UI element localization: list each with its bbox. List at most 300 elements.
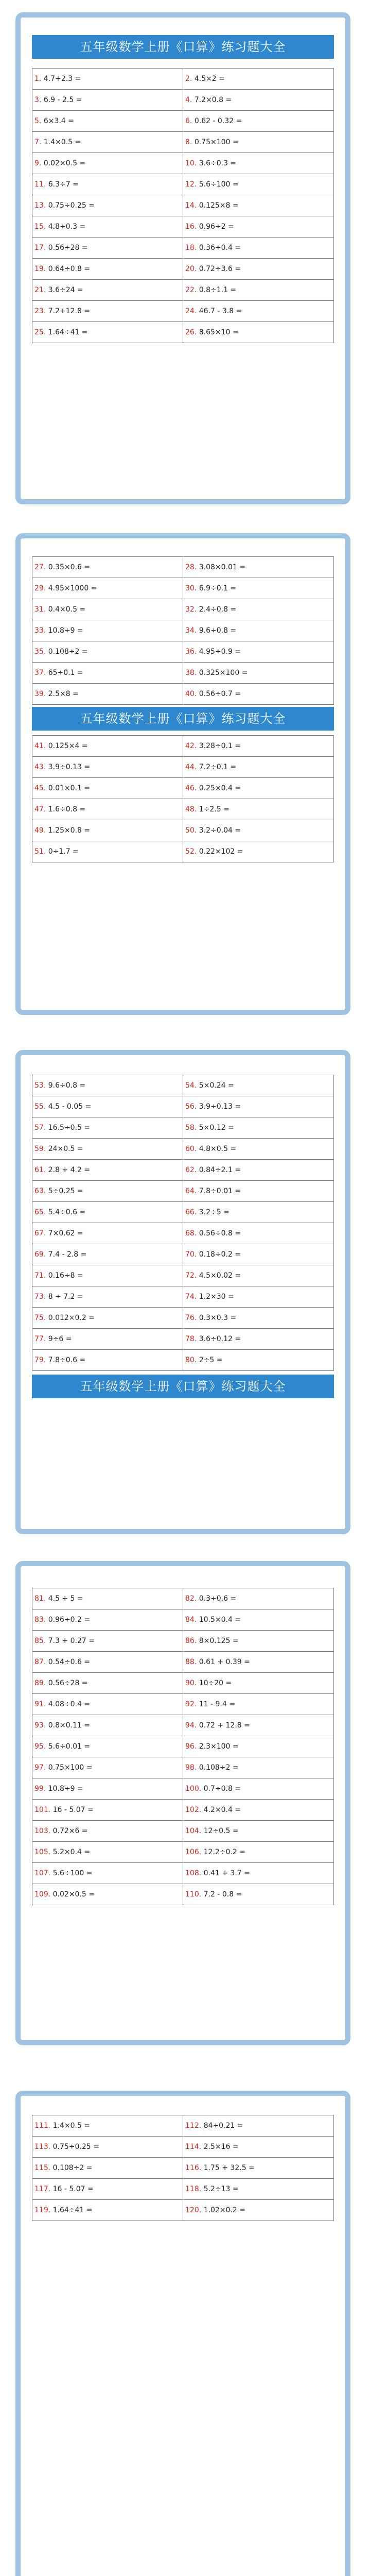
problem-row [32, 216, 334, 238]
problem-cell [32, 841, 183, 862]
problem-expression: 16 - 5.07 = [52, 1806, 94, 1814]
problem-expression: 3.9÷0.13 = [199, 1103, 241, 1111]
problem-number: 84. [185, 1616, 197, 1624]
problem-number: 16. [185, 223, 197, 231]
problem-number: 20. [185, 265, 197, 273]
problem-number: 79. [34, 1356, 46, 1364]
problem-cell [183, 641, 334, 663]
problem-cell [32, 2200, 183, 2221]
problem-number: 59. [34, 1145, 46, 1153]
problem-row [32, 1884, 334, 1905]
problem-number: 76. [185, 1314, 197, 1322]
problem-number: 80. [185, 1356, 197, 1364]
problem-expression: 5.2÷13 = [203, 2185, 239, 2193]
problem-cell [32, 1350, 183, 1371]
problem-cell [183, 1736, 334, 1757]
problem-expression: 2÷5 = [199, 1356, 223, 1364]
problem-number: 100. [185, 1785, 202, 1793]
worksheet-page-4 [15, 1561, 350, 2045]
problem-cell [32, 1673, 183, 1694]
problem-number: 87. [34, 1658, 46, 1666]
problem-number: 60. [185, 1145, 197, 1153]
problem-number: 96. [185, 1742, 197, 1751]
problem-number: 88. [185, 1658, 197, 1666]
problem-row [32, 1588, 334, 1609]
problem-cell [32, 1736, 183, 1757]
problem-row [32, 663, 334, 684]
problem-number: 77. [34, 1335, 46, 1343]
problem-cell [32, 1244, 183, 1265]
problem-number: 49. [34, 826, 46, 835]
problem-cell [32, 1181, 183, 1202]
problem-expression: 1.75 + 32.5 = [203, 2164, 255, 2172]
problem-cell [32, 90, 183, 111]
problem-cell [32, 1265, 183, 1286]
problem-number: 27. [34, 563, 46, 571]
problem-cell [32, 1884, 183, 1905]
problem-cell [183, 1715, 334, 1736]
problem-expression: 0.125×4 = [48, 742, 88, 750]
problem-number: 28. [185, 563, 197, 571]
problem-number: 13. [34, 201, 46, 210]
worksheet-title: 五年级数学上册《口算》练习题大全 [32, 35, 334, 59]
problem-cell [183, 111, 334, 132]
problem-cell [183, 1096, 334, 1117]
problem-cell [183, 1181, 334, 1202]
problem-expression: 3.2÷5 = [199, 1208, 230, 1216]
problem-number: 107. [34, 1869, 51, 1877]
problem-cell [32, 2179, 183, 2200]
problem-number: 41. [34, 742, 46, 750]
problem-number: 68. [185, 1229, 197, 1238]
problem-expression: 0.96÷0.2 = [48, 1616, 91, 1624]
problem-number: 75. [34, 1314, 46, 1322]
problem-row [32, 174, 334, 195]
problem-number: 65. [34, 1208, 46, 1216]
problem-grid [32, 556, 334, 705]
problem-row [32, 153, 334, 174]
problem-expression: 0.72×6 = [52, 1827, 88, 1835]
problem-number: 4. [185, 96, 192, 104]
problem-row [32, 69, 334, 90]
problem-expression: 7×0.62 = [48, 1229, 83, 1238]
problem-expression: 5÷0.25 = [48, 1187, 83, 1195]
problem-cell [183, 1139, 334, 1160]
problem-row [32, 1223, 334, 1244]
problem-row [32, 1139, 334, 1160]
problem-expression: 4.5×0.02 = [199, 1272, 241, 1280]
problem-row [32, 1800, 334, 1821]
problem-cell [32, 641, 183, 663]
problem-cell [183, 578, 334, 599]
problem-cell [183, 1308, 334, 1329]
problem-number: 63. [34, 1187, 46, 1195]
problem-cell [32, 1223, 183, 1244]
problem-cell [32, 301, 183, 322]
problem-number: 26. [185, 328, 197, 336]
problem-expression: 0.75÷0.25 = [52, 2143, 99, 2151]
problem-row [32, 2137, 334, 2158]
problem-row [32, 641, 334, 663]
problem-expression: 0.84÷2.1 = [199, 1166, 241, 1174]
problem-expression: 0.56÷28 = [48, 1679, 88, 1687]
problem-expression: 0.4×0.5 = [48, 605, 86, 614]
problem-expression: 6.9 - 2.5 = [43, 96, 82, 104]
problem-number: 113. [34, 2143, 51, 2151]
problem-cell [183, 132, 334, 153]
problem-number: 34. [185, 626, 197, 635]
problem-expression: 0.72 + 12.8 = [199, 1721, 250, 1730]
problem-cell [183, 2179, 334, 2200]
problem-cell [32, 1139, 183, 1160]
problem-expression: 8×0.125 = [199, 1637, 239, 1645]
problem-expression: 4.8×0.5 = [199, 1145, 237, 1153]
problem-row [32, 280, 334, 301]
problem-cell [32, 1329, 183, 1350]
worksheet-page-3 [15, 1050, 350, 1534]
problem-cell [183, 69, 334, 90]
problem-row [32, 1673, 334, 1694]
problem-row [32, 1265, 334, 1286]
problem-number: 52. [185, 848, 197, 856]
problem-expression: 4.8÷0.3 = [48, 223, 86, 231]
problem-cell [32, 238, 183, 259]
problem-expression: 5×0.24 = [199, 1081, 234, 1090]
problem-cell [183, 174, 334, 195]
problem-cell [32, 322, 183, 343]
problem-number: 115. [34, 2164, 51, 2172]
problem-expression: 1.2×30 = [199, 1293, 234, 1301]
problem-row [32, 1609, 334, 1631]
problem-expression: 0.18÷0.2 = [199, 1250, 241, 1259]
problem-number: 104. [185, 1827, 202, 1835]
problem-cell [183, 1884, 334, 1905]
problem-cell [32, 620, 183, 641]
problem-cell [183, 280, 334, 301]
problem-expression: 2.3×100 = [199, 1742, 239, 1751]
problem-cell [32, 1631, 183, 1652]
problem-number: 72. [185, 1272, 197, 1280]
problem-cell [32, 1715, 183, 1736]
problem-expression: 7.2 - 0.8 = [203, 1890, 242, 1899]
problem-cell [32, 132, 183, 153]
problem-expression: 0.62 - 0.32 = [194, 117, 242, 125]
problem-row [32, 1308, 334, 1329]
problem-expression: 84÷0.21 = [203, 2122, 243, 2130]
problem-cell [32, 69, 183, 90]
problem-cell [183, 736, 334, 757]
problem-row [32, 578, 334, 599]
problem-cell [32, 1588, 183, 1609]
problem-expression: 0.16÷8 = [48, 1272, 83, 1280]
problem-number: 15. [34, 223, 46, 231]
problem-expression: 5.4÷0.6 = [48, 1208, 86, 1216]
problem-expression: 2.8 + 4.2 = [48, 1166, 91, 1174]
problem-cell [32, 736, 183, 757]
problem-grid [32, 735, 334, 862]
problem-cell [32, 778, 183, 799]
problem-expression: 4.95×1000 = [48, 584, 97, 592]
problem-number: 37. [34, 669, 46, 677]
problem-row [32, 799, 334, 820]
problem-expression: 3.9÷0.13 = [48, 763, 91, 771]
problem-number: 98. [185, 1764, 197, 1772]
problem-cell [183, 841, 334, 862]
problem-expression: 5.2×0.4 = [52, 1848, 91, 1856]
problem-cell [183, 322, 334, 343]
problem-expression: 24×0.5 = [48, 1145, 83, 1153]
problem-cell [32, 1821, 183, 1842]
problem-number: 54. [185, 1081, 197, 1090]
problem-cell [32, 599, 183, 620]
problem-number: 33. [34, 626, 46, 635]
worksheet-page-2 [15, 533, 350, 1015]
problem-number: 6. [185, 117, 192, 125]
problem-cell [183, 2137, 334, 2158]
problem-expression: 0.25×0.4 = [199, 784, 241, 792]
problem-expression: 0.56÷0.7 = [199, 690, 241, 698]
problem-number: 30. [185, 584, 197, 592]
problem-row [32, 1181, 334, 1202]
problem-number: 14. [185, 201, 197, 210]
problem-expression: 0.75×100 = [48, 1764, 93, 1772]
problem-cell [32, 799, 183, 820]
problem-cell [32, 1202, 183, 1223]
problem-number: 7. [34, 138, 42, 146]
problem-number: 2. [185, 75, 192, 83]
problem-cell [32, 1075, 183, 1096]
problem-cell [32, 195, 183, 216]
problem-grid [32, 1075, 334, 1371]
problem-expression: 0.72÷3.6 = [199, 265, 241, 273]
problem-expression: 11 - 9.4 = [199, 1700, 235, 1708]
problem-row [32, 1821, 334, 1842]
problem-number: 39. [34, 690, 46, 698]
problem-cell [32, 1694, 183, 1715]
problem-cell [32, 578, 183, 599]
problem-number: 111. [34, 2122, 51, 2130]
problem-expression: 0.8÷1.1 = [199, 286, 237, 294]
problem-grid [32, 1588, 334, 1905]
problem-cell [183, 1778, 334, 1800]
problem-row [32, 1160, 334, 1181]
problem-cell [183, 1842, 334, 1863]
problem-cell [32, 1778, 183, 1800]
problem-expression: 5.6÷100 = [199, 180, 239, 189]
problem-row [32, 599, 334, 620]
worksheet-page-1 [15, 12, 350, 504]
problem-expression: 16.5÷0.5 = [48, 1124, 91, 1132]
problem-cell [183, 1609, 334, 1631]
problem-expression: 0.7÷0.8 = [203, 1785, 241, 1793]
problem-number: 85. [34, 1637, 46, 1645]
problem-expression: 0.01×0.1 = [48, 784, 91, 792]
problem-row [32, 238, 334, 259]
problem-expression: 4.2×0.4 = [203, 1806, 241, 1814]
problem-number: 22. [185, 286, 197, 294]
problem-row [32, 2115, 334, 2137]
problem-cell [183, 1588, 334, 1609]
problem-expression: 0.56÷0.8 = [199, 1229, 241, 1238]
problem-cell [32, 684, 183, 705]
problem-cell [183, 757, 334, 778]
problem-cell [32, 153, 183, 174]
problem-number: 50. [185, 826, 197, 835]
problem-number: 11. [34, 180, 46, 189]
problem-row [32, 2158, 334, 2179]
problem-cell [32, 216, 183, 238]
problem-cell [32, 1308, 183, 1329]
problem-expression: 0.75÷0.25 = [48, 201, 95, 210]
problem-expression: 5.6÷0.01 = [48, 1742, 91, 1751]
problem-expression: 0.125×8 = [199, 201, 239, 210]
problem-number: 61. [34, 1166, 46, 1174]
problem-expression: 1.4×0.5 = [43, 138, 81, 146]
problem-cell [183, 1075, 334, 1096]
problem-expression: 4.08÷0.4 = [48, 1700, 91, 1708]
problem-number: 109. [34, 1890, 51, 1899]
problem-row [32, 1329, 334, 1350]
problem-cell [183, 216, 334, 238]
problem-cell [32, 259, 183, 280]
problem-row [32, 132, 334, 153]
problem-number: 8. [185, 138, 192, 146]
problem-row [32, 1842, 334, 1863]
problem-number: 29. [34, 584, 46, 592]
problem-cell [183, 1694, 334, 1715]
problem-cell [183, 1265, 334, 1286]
problem-expression: 0.54÷0.6 = [48, 1658, 91, 1666]
problem-number: 18. [185, 244, 197, 252]
problem-row [32, 1757, 334, 1778]
problem-row [32, 1117, 334, 1139]
problem-number: 44. [185, 763, 197, 771]
problem-cell [32, 1096, 183, 1117]
problem-expression: 10÷20 = [199, 1679, 232, 1687]
problem-number: 31. [34, 605, 46, 614]
problem-cell [183, 799, 334, 820]
problem-row [32, 259, 334, 280]
problem-expression: 0.02×0.5 = [52, 1890, 95, 1899]
problem-number: 47. [34, 805, 46, 814]
problem-expression: 0÷1.7 = [48, 848, 79, 856]
problem-expression: 0.22×102 = [199, 848, 243, 856]
problem-number: 17. [34, 244, 46, 252]
problem-expression: 1÷2.5 = [199, 805, 230, 814]
problem-cell [183, 1631, 334, 1652]
problem-expression: 6.3÷7 = [48, 180, 79, 189]
problem-expression: 16 - 5.07 = [52, 2185, 94, 2193]
problem-number: 58. [185, 1124, 197, 1132]
problem-number: 42. [185, 742, 197, 750]
problem-row [32, 1652, 334, 1673]
problem-expression: 7.8÷0.01 = [199, 1187, 241, 1195]
problem-cell [183, 1821, 334, 1842]
problem-expression: 0.108÷2 = [48, 648, 88, 656]
problem-cell [32, 1286, 183, 1308]
problem-cell [183, 1652, 334, 1673]
problem-number: 70. [185, 1250, 197, 1259]
problem-number: 105. [34, 1848, 51, 1856]
problem-row [32, 1096, 334, 1117]
problem-cell [32, 557, 183, 578]
problem-cell [183, 1223, 334, 1244]
problem-number: 119. [34, 2206, 51, 2214]
problem-cell [183, 301, 334, 322]
problem-cell [183, 1800, 334, 1821]
problem-cell [183, 90, 334, 111]
problem-expression: 5.6÷100 = [52, 1869, 93, 1877]
problem-expression: 7.2×0.8 = [194, 96, 232, 104]
worksheet-page-5 [15, 2091, 350, 2576]
problem-row [32, 1694, 334, 1715]
problem-number: 90. [185, 1679, 197, 1687]
problem-grid [32, 68, 334, 343]
problem-number: 23. [34, 307, 46, 315]
problem-expression: 9.6÷0.8 = [48, 1081, 86, 1090]
problem-cell [32, 757, 183, 778]
problem-cell [183, 778, 334, 799]
problem-expression: 8 ÷ 7.2 = [48, 1293, 83, 1301]
problem-number: 9. [34, 159, 42, 167]
problem-cell [183, 2200, 334, 2221]
problem-number: 38. [185, 669, 197, 677]
problem-expression: 10.8÷9 = [48, 1785, 83, 1793]
problem-number: 116. [185, 2164, 202, 2172]
problem-expression: 0.325×100 = [199, 669, 248, 677]
problem-number: 66. [185, 1208, 197, 1216]
problem-row [32, 778, 334, 799]
problem-number: 35. [34, 648, 46, 656]
problem-cell [32, 2158, 183, 2179]
problem-number: 71. [34, 1272, 46, 1280]
problem-cell [183, 1286, 334, 1308]
problem-number: 78. [185, 1335, 197, 1343]
problem-expression: 1.25×0.8 = [48, 826, 91, 835]
problem-number: 102. [185, 1806, 202, 1814]
problem-expression: 2.5×8 = [48, 690, 79, 698]
problem-expression: 0.64÷0.8 = [48, 265, 91, 273]
problem-expression: 7.2+12.8 = [48, 307, 91, 315]
problem-expression: 7.4 - 2.8 = [48, 1250, 87, 1259]
problem-number: 94. [185, 1721, 197, 1730]
problem-row [32, 1244, 334, 1265]
problem-number: 10. [185, 159, 197, 167]
problem-expression: 0.3÷0.6 = [199, 1595, 237, 1603]
problem-row [32, 322, 334, 343]
problem-row [32, 1286, 334, 1308]
problem-expression: 7.2÷0.1 = [199, 763, 237, 771]
problem-expression: 0.61 + 0.39 = [199, 1658, 250, 1666]
problem-row [32, 1736, 334, 1757]
problem-cell [183, 557, 334, 578]
problem-number: 67. [34, 1229, 46, 1238]
problem-cell [183, 1244, 334, 1265]
problem-number: 1. [34, 75, 42, 83]
problem-cell [183, 1117, 334, 1139]
problem-expression: 0.36÷0.4 = [199, 244, 241, 252]
problem-number: 24. [185, 307, 197, 315]
problem-cell [183, 2115, 334, 2137]
problem-expression: 0.96÷2 = [199, 223, 234, 231]
problem-expression: 7.3 + 0.27 = [48, 1637, 95, 1645]
problem-cell [183, 238, 334, 259]
problem-number: 108. [185, 1869, 202, 1877]
problem-cell [32, 1863, 183, 1884]
problem-expression: 0.012×0.2 = [48, 1314, 95, 1322]
problem-expression: 1.6÷0.8 = [48, 805, 86, 814]
problem-expression: 5×0.12 = [199, 1124, 234, 1132]
